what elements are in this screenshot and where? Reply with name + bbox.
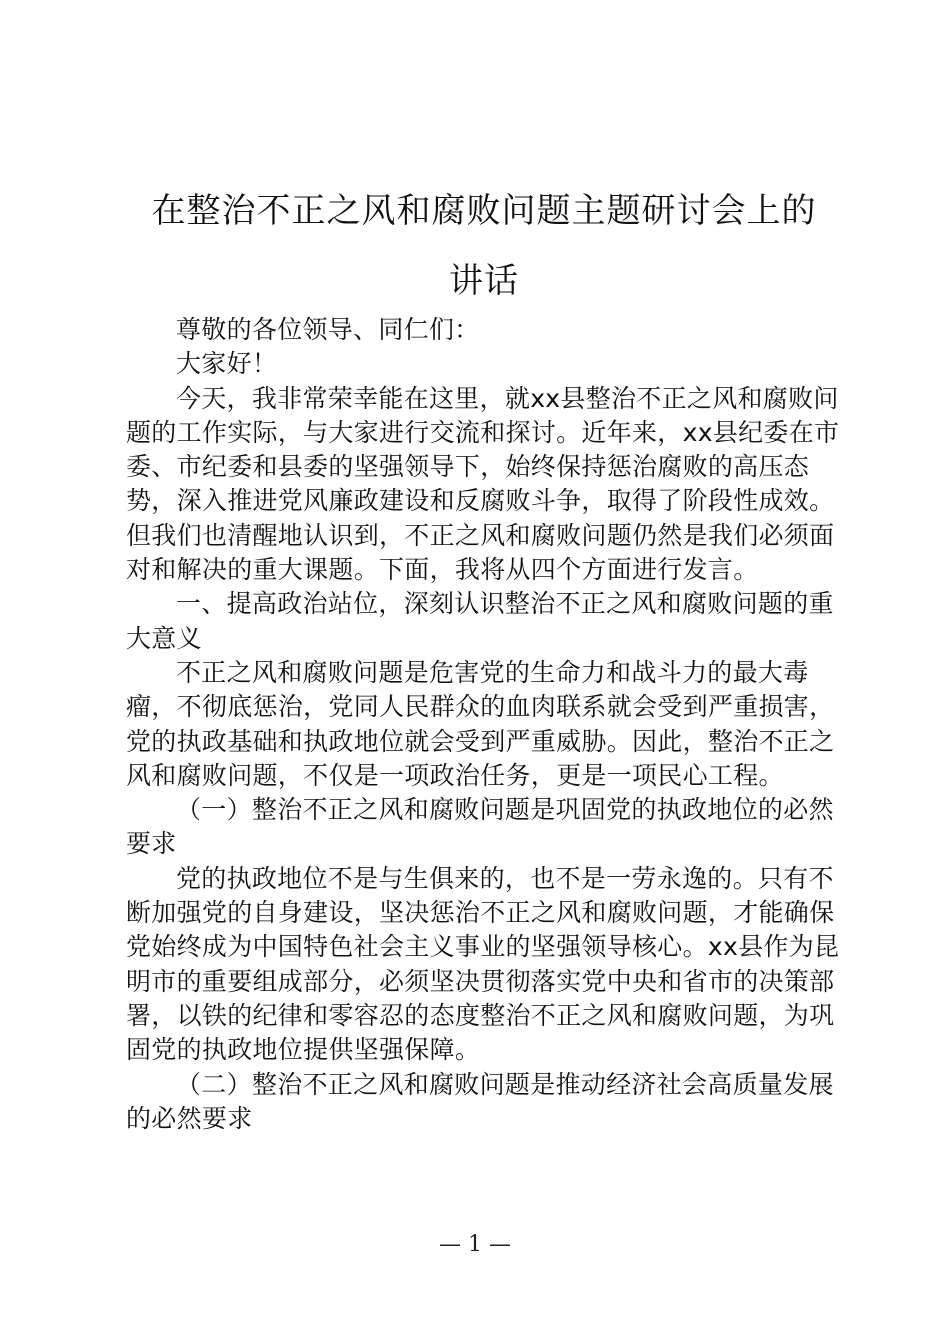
- document-title-line-2: 讲话: [449, 261, 519, 301]
- salutation: 尊敬的各位领导、同仁们：: [176, 315, 480, 344]
- document-title-line-1: 在整治不正之风和腐败问题主题研讨会上的: [151, 191, 817, 231]
- intro-paragraph: 今天，我非常荣幸能在这里，就xx县整治不正之风和腐败问题的工作实际，与大家进行交流和探讨。近年来，xx县纪委在市委、市纪委和县委的坚强领导下，始终保持惩治腐败的高压态势，深入推进党风廉政建设和反腐败斗争，取得了阶段性成效。但我们也清醒地认识到，不正之风和腐败问题仍然是我们必须面对和解决的重大课题。下面，我将从四个方面进行发言。: [126, 383, 840, 585]
- page-number: — 1 —: [439, 1232, 511, 1257]
- section-heading-1: 一、提高政治站位，深刻认识整治不正之风和腐败问题的重大意义: [126, 589, 834, 653]
- subsection-heading-1: （一）整治不正之风和腐败问题是巩固党的执政地位的必然要求: [126, 795, 834, 859]
- greeting: 大家好！: [176, 349, 278, 379]
- body-paragraph: 党的执政地位不是与生俱来的，也不是一劳永逸的。只有不断加强党的自身建设，坚决惩治不正之风和腐败问题，才能确保党始终成为中国特色社会主义事业的坚强领导核心。xx县作为昆明市的重要组成部分，必须坚决贯彻落实党中央和省市的决策部署，以铁的纪律和零容忍的态度整治不正之风和腐败问题，为巩固党的执政地位提供坚强保障。: [126, 863, 840, 1065]
- document-body: [126, 313, 842, 1136]
- body-paragraph: 不正之风和腐败问题是危害党的生命力和战斗力的最大毒瘤，不彻底惩治，党同人民群众的血肉联系就会受到严重损害，党的执政基础和执政地位就会受到严重威胁。因此，整治不正之风和腐败问题，不仅是一项政治任务，更是一项民心工程。: [126, 657, 835, 790]
- subsection-heading-2: （二）整治不正之风和腐败问题是推动经济社会高质量发展的必然要求: [126, 1069, 834, 1133]
